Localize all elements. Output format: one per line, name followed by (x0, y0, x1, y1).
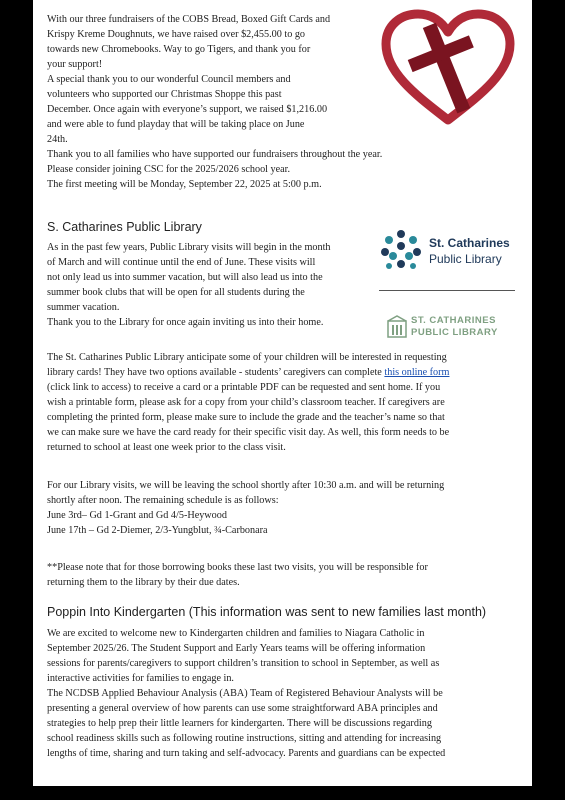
old-logo-line2: PUBLIC LIBRARY (411, 327, 498, 338)
library-schedule-paragraph (47, 478, 444, 538)
library-intro-paragraph (47, 240, 331, 330)
text-line: school readiness skills such as following routine instructions, sitting and attending for increasing (47, 733, 442, 744)
text-line: June 3rd– Gd 1-Grant and Gd 4/5-Heywood (47, 510, 227, 521)
library-old-logo (387, 314, 507, 340)
text-line: We are excited to welcome new to Kindergarten children and families to Niagara Catholic in (47, 628, 425, 639)
kindergarten-heading: Poppin Into Kindergarten (This information was sent to new families last month) (47, 605, 487, 619)
library-logo-title: St. Catharines (429, 236, 510, 250)
text-line: 24th. (47, 134, 68, 145)
bottom-frame-bar (0, 786, 565, 800)
text-line: Thank you to all families who have supported our fundraisers throughout the year. (47, 149, 383, 160)
text-line: **Please note that for those borrowing books these last two visits, you will be responsible for (47, 562, 428, 573)
text-line: With our three fundraisers of the COBS Bread, Boxed Gift Cards and (47, 14, 331, 25)
library-card-paragraph (47, 350, 449, 455)
text-line: and were able to fund playday that will be taking place on June (47, 119, 305, 130)
text-line: A special thank you to our wonderful Council members and (47, 74, 291, 85)
newsletter-page (33, 0, 532, 786)
text-line: returned to school at least one week prior to the class visit. (47, 442, 286, 453)
text-line: of March and will continue until the end of June. These visits will (47, 257, 316, 268)
text-line: interactive activities for families to engage in. (47, 673, 234, 684)
text-line: we can make sure we have the card ready for their specific visit day. As well, this form needs to be (47, 427, 450, 438)
text-line: volunteers who supported our Christmas Shoppe this past (47, 89, 282, 100)
text-line: strategies to help prep their little learners for kindergarten. There will be discussions regarding (47, 718, 432, 729)
online-form-link[interactable]: this online form (384, 367, 450, 378)
text-line: For our Library visits, we will be leaving the school shortly after 10:30 a.m. and will be returning (47, 480, 445, 491)
text-line: completing the printed form, please make sure to include the grade and the teacher’s name so that (47, 412, 445, 423)
library-logo-subtitle: Public Library (429, 252, 502, 266)
old-logo-line1: ST. CATHARINES (411, 315, 496, 326)
text-line: presenting a general overview of how parents can use some straightforward ABA principles and (47, 703, 438, 714)
text-line: The St. Catharines Public Library anticipate some of your children will be interested in requesting (47, 352, 447, 363)
text-line: wish a printable form, please ask for a copy from your child’s classroom teacher. If caregivers are (47, 397, 445, 408)
text-line (47, 365, 449, 380)
text-line: returning them to the library by their due dates. (47, 577, 240, 588)
text-line: June 17th – Gd 2-Diemer, 2/3-Yungblut, ¾-Carbonara (47, 525, 268, 536)
text-line: December. Once again with everyone’s support, we raised $1,216.00 (47, 104, 328, 115)
heart-cross-icon (380, 8, 516, 126)
text-line: As in the past few years, Public Library visits will begin in the month (47, 242, 331, 253)
text-line: sessions for parents/caregivers to support children’s transition to school in September, as well as (47, 658, 440, 669)
kindergarten-paragraph (47, 626, 445, 761)
text-line: summer book clubs that will be open for all students during the (47, 287, 305, 298)
text-line: Krispy Kreme Doughnuts, we have raised over $2,455.00 to go (47, 29, 306, 40)
text-line: lengths of time, sharing and turn taking and self-advocacy. Parents and guardians can be expected (47, 748, 446, 759)
text-line: your support! (47, 59, 103, 70)
library-building-icon (387, 315, 407, 339)
text-segment: library cards! They have two options available - students’ caregivers can complete (47, 367, 385, 378)
text-line: Thank you to the Library for once again inviting us into their home. (47, 317, 324, 328)
text-line: towards new Chromebooks. Way to go Tigers, and thank you for (47, 44, 311, 55)
library-heading: S. Catharines Public Library (47, 220, 202, 234)
text-line: Please consider joining CSC for the 2025/2026 school year. (47, 164, 291, 175)
library-note-paragraph (47, 560, 428, 590)
fundraiser-paragraph (47, 12, 382, 192)
text-line: shortly after noon. The remaining schedule is as follows: (47, 495, 279, 506)
right-frame-bar (532, 0, 565, 800)
library-dots-icon (379, 228, 423, 272)
text-line: September 2025/26. The Student Support and Early Years teams will be offering information (47, 643, 426, 654)
text-line: not only lead us into summer vacation, but will also lead us into the (47, 272, 323, 283)
text-line: The NCDSB Applied Behaviour Analysis (ABA) Team of Registered Behaviour Analysts will be (47, 688, 443, 699)
divider (379, 290, 515, 291)
text-line: summer vacation. (47, 302, 120, 313)
text-line: The first meeting will be Monday, September 22, 2025 at 5:00 p.m. (47, 179, 322, 190)
text-line: (click link to access) to receive a card or a printable PDF can be requested and sent home. If you (47, 382, 441, 393)
left-frame-bar (0, 0, 33, 800)
library-logo (379, 228, 519, 274)
